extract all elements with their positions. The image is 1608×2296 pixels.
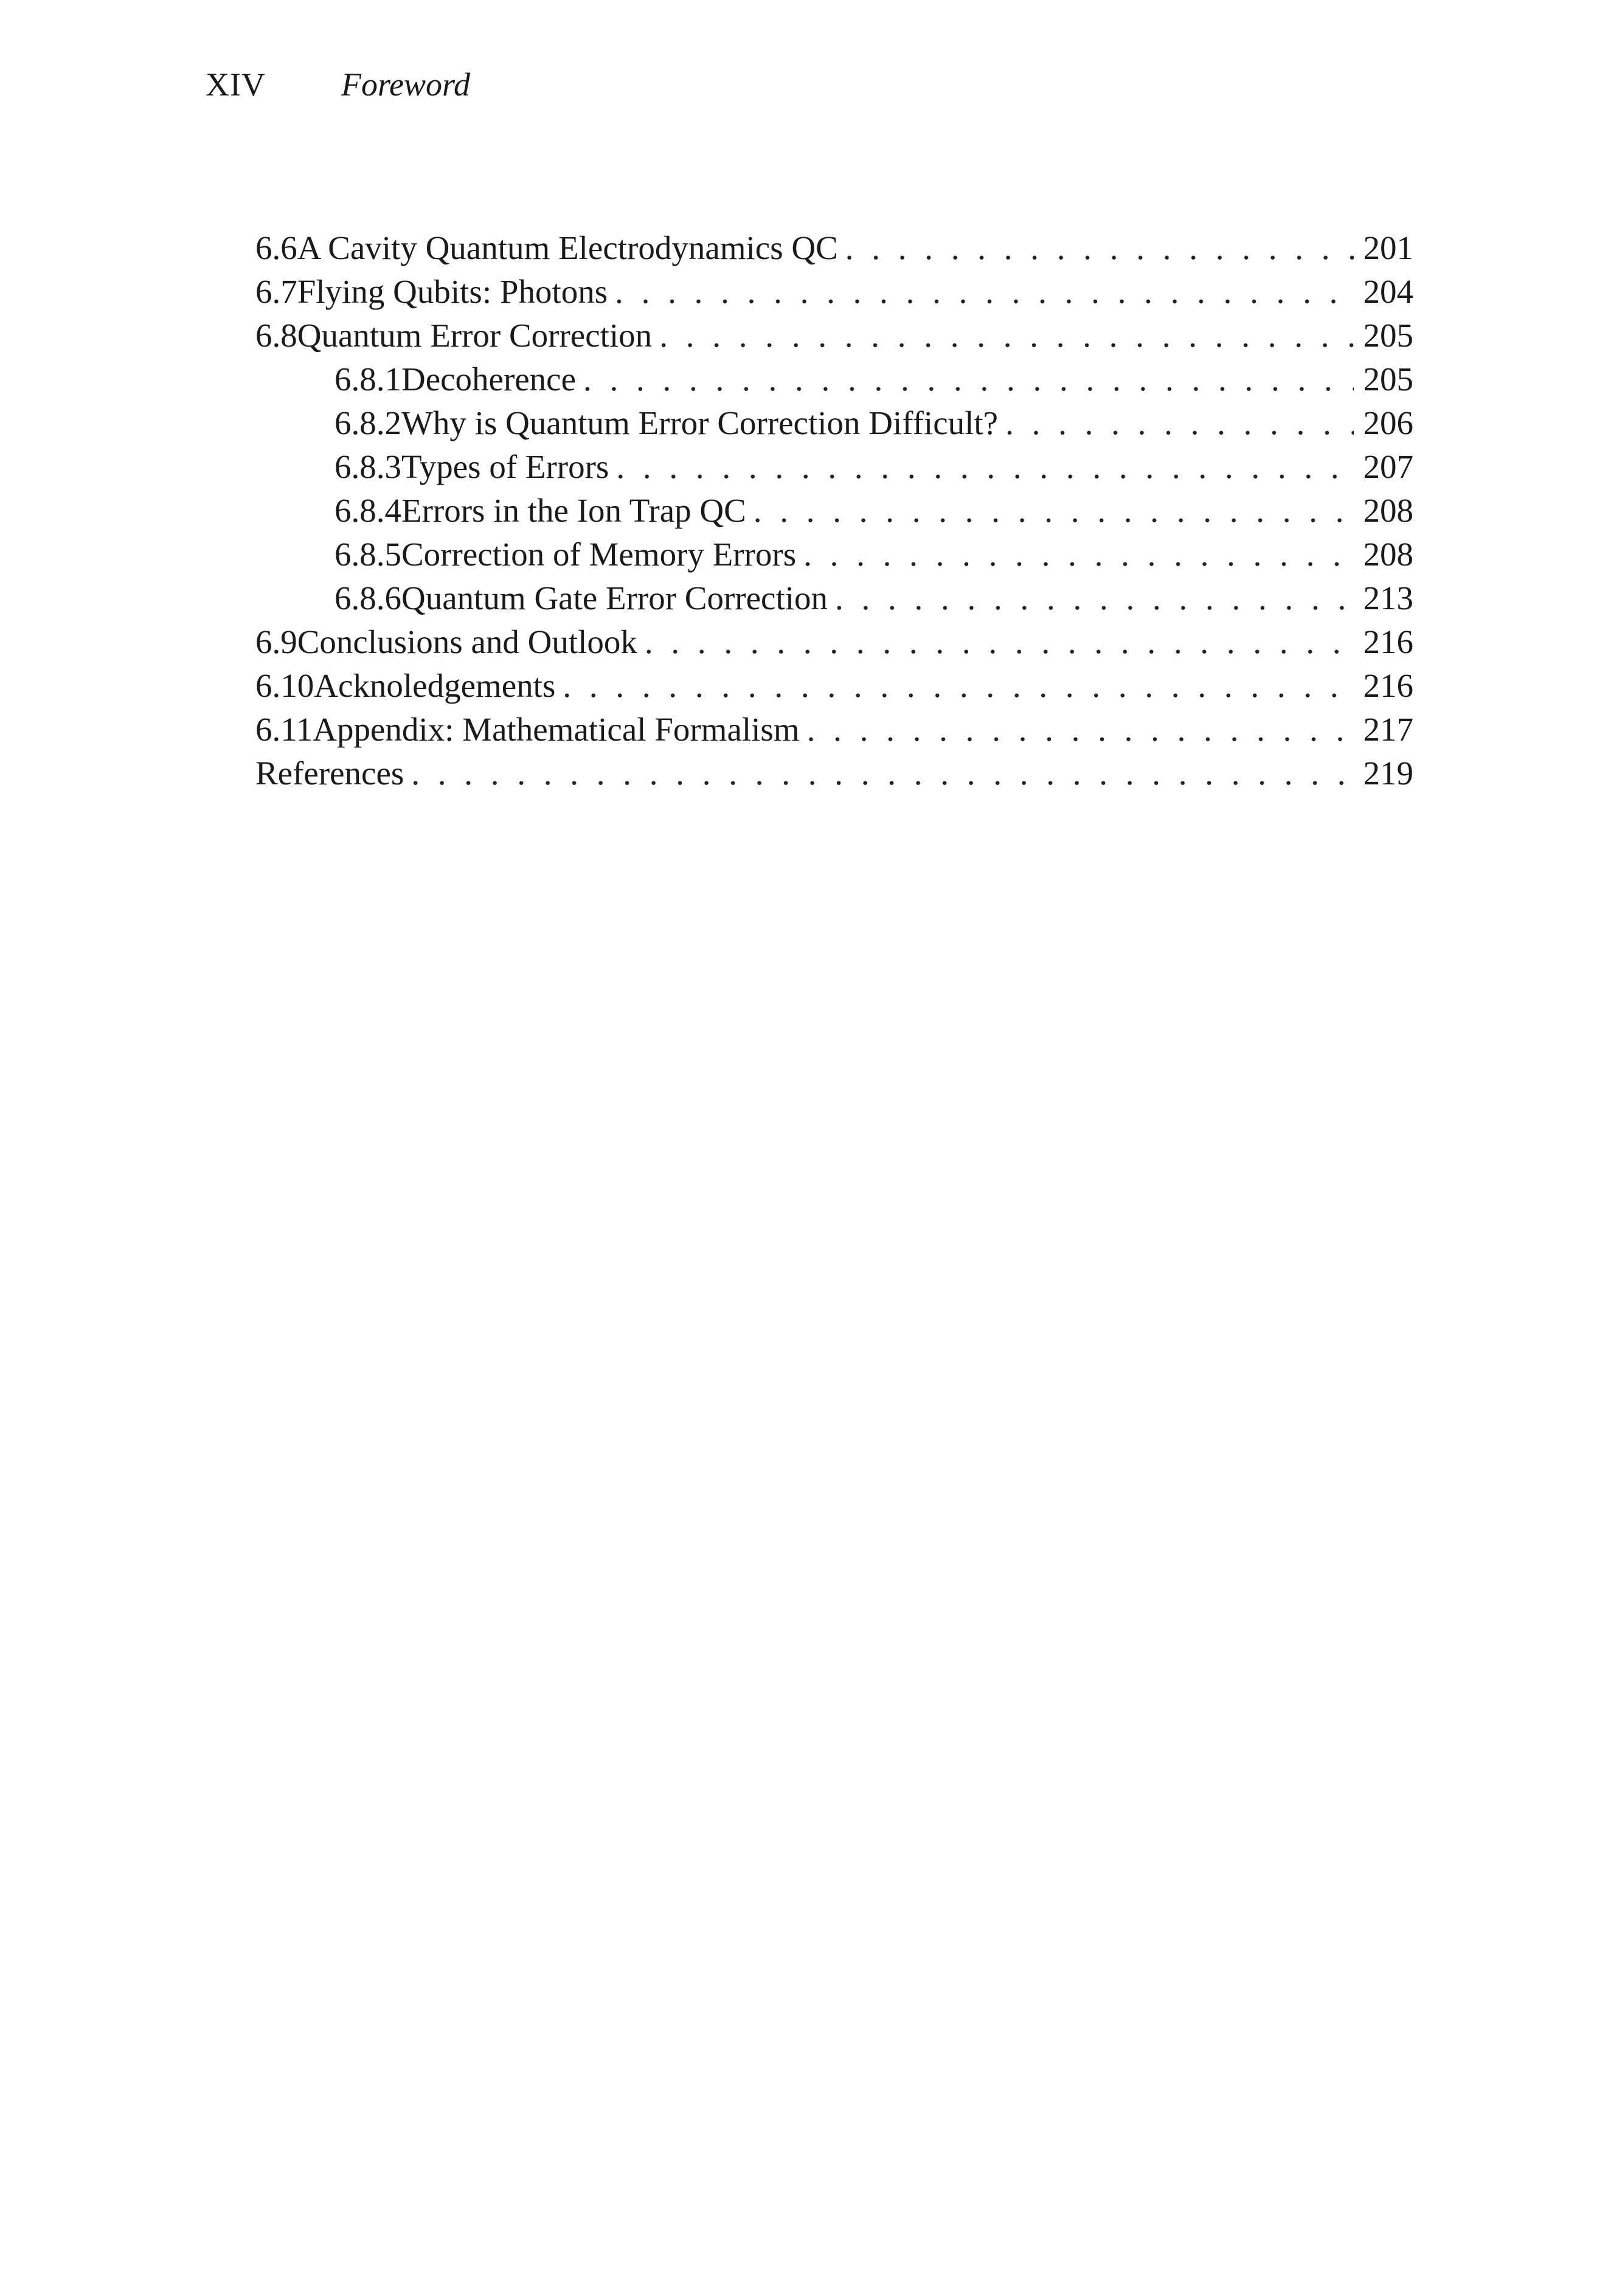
- toc-entry[interactable]: [255, 226, 1413, 270]
- toc-entry-page: 208: [1363, 536, 1413, 573]
- toc-entry-page: 217: [1363, 711, 1413, 748]
- toc-entry-number: 6.8.6: [334, 579, 401, 617]
- toc-entry-page: 216: [1363, 667, 1413, 704]
- toc-entry-title: Conclusions and Outlook: [297, 623, 637, 660]
- toc-entry-title: References: [255, 755, 404, 792]
- page-number: XIV: [206, 66, 266, 103]
- dot-leader: [845, 226, 1354, 270]
- toc-entry-page: 216: [1363, 623, 1413, 660]
- table-of-contents: [255, 226, 1413, 795]
- toc-entry[interactable]: [255, 664, 1413, 708]
- dot-leader: [616, 445, 1354, 489]
- toc-entry-title: Errors in the Ion Trap QC: [401, 492, 746, 529]
- toc-entry-page: 204: [1363, 273, 1413, 310]
- toc-entry-page: 205: [1363, 317, 1413, 354]
- toc-entry-title: Quantum Error Correction: [297, 317, 653, 354]
- toc-entry[interactable]: [255, 620, 1413, 664]
- toc-entry-number: 6.8.5: [334, 536, 401, 573]
- toc-entry-page: 206: [1363, 404, 1413, 441]
- toc-entry-references[interactable]: [255, 752, 1413, 795]
- toc-entry-title: Why is Quantum Error Correction Difficult?: [401, 404, 999, 441]
- dot-leader: [563, 664, 1354, 708]
- toc-entry-number: 6.8.1: [334, 361, 401, 398]
- dot-leader: [754, 489, 1354, 533]
- toc-entry-number: 6.11: [255, 711, 313, 748]
- toc-entry-title: Appendix: Mathematical Formalism: [313, 711, 800, 748]
- toc-entry-title: Correction of Memory Errors: [401, 536, 797, 573]
- running-title: Foreword: [341, 66, 470, 103]
- toc-entry-number: 6.8.3: [334, 448, 401, 485]
- page-header: [206, 66, 470, 114]
- toc-entry-number: 6.6: [255, 229, 297, 266]
- dot-leader: [659, 314, 1354, 358]
- dot-leader: [583, 358, 1354, 401]
- dot-leader: [835, 576, 1354, 620]
- toc-entry-title: A Cavity Quantum Electrodynamics QC: [297, 229, 838, 266]
- dot-leader: [615, 270, 1354, 314]
- toc-entry[interactable]: [255, 314, 1413, 358]
- dot-leader: [803, 533, 1354, 576]
- toc-entry-title: Types of Errors: [401, 448, 609, 485]
- toc-entry-page: 219: [1363, 755, 1413, 792]
- toc-subentry[interactable]: [255, 358, 1413, 401]
- toc-entry[interactable]: [255, 708, 1413, 752]
- dot-leader: [411, 752, 1354, 795]
- toc-subentry[interactable]: [255, 401, 1413, 445]
- toc-entry-page: 207: [1363, 448, 1413, 485]
- toc-entry-page: 205: [1363, 361, 1413, 398]
- toc-entry-number: 6.7: [255, 273, 297, 310]
- dot-leader: [1005, 401, 1354, 445]
- toc-subentry[interactable]: [255, 576, 1413, 620]
- toc-subentry[interactable]: [255, 489, 1413, 533]
- toc-entry-number: 6.9: [255, 623, 297, 660]
- dot-leader: [807, 708, 1354, 752]
- dot-leader: [645, 620, 1354, 664]
- toc-entry-title: Flying Qubits: Photons: [297, 273, 608, 310]
- toc-entry-number: 6.8.4: [334, 492, 401, 529]
- toc-entry-number: 6.8.2: [334, 404, 401, 441]
- toc-entry-page: 208: [1363, 492, 1413, 529]
- toc-entry-page: 201: [1363, 229, 1413, 266]
- toc-entry-number: 6.8: [255, 317, 297, 354]
- toc-entry[interactable]: [255, 270, 1413, 314]
- toc-entry-title: Acknoledgements: [314, 667, 556, 704]
- toc-entry-page: 213: [1363, 579, 1413, 617]
- toc-entry-number: 6.10: [255, 667, 314, 704]
- toc-subentry[interactable]: [255, 533, 1413, 576]
- toc-entry-title: Quantum Gate Error Correction: [401, 579, 828, 617]
- toc-subentry[interactable]: [255, 445, 1413, 489]
- toc-entry-title: Decoherence: [401, 361, 577, 398]
